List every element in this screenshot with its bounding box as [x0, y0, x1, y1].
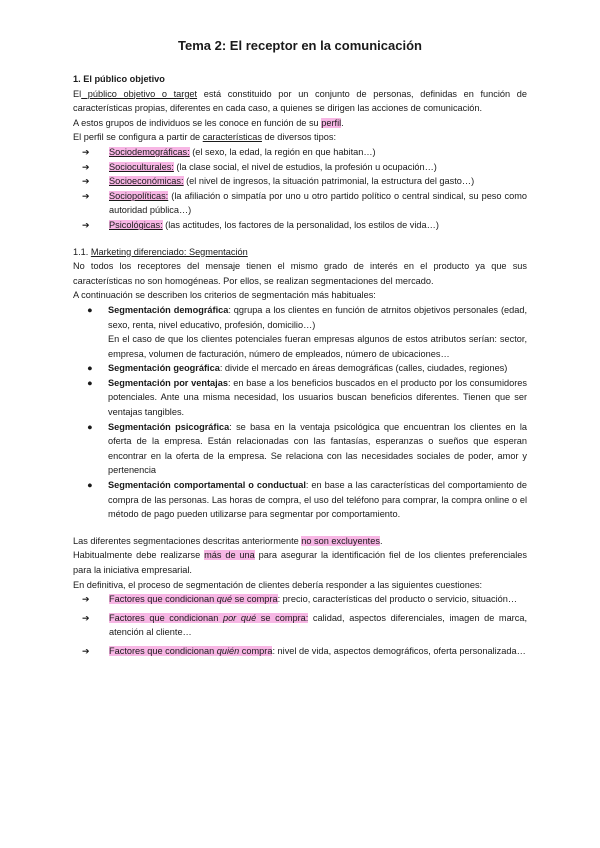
bullet-icon: ●	[87, 377, 93, 388]
term-caracteristicas: características	[202, 132, 262, 143]
bullet-icon: ●	[87, 421, 93, 432]
arrow-icon: ➔	[82, 219, 90, 230]
arrow-icon: ➔	[82, 645, 90, 656]
arrow-icon: ➔	[82, 161, 90, 172]
list-item: ➔ Factores que condicionan por qué se compra: calidad, aspectos diferenciales, imagen de marca, atención al cliente…	[82, 612, 527, 638]
paragraph-target-definition: El público objetivo o target está constituido por un conjunto de personas, definidas en función de características propias, diferentes en cada caso, a quienes se dirigen las acciones de comunicación.	[73, 88, 527, 114]
arrow-icon: ➔	[82, 190, 90, 201]
term-publico-objetivo: público objetivo o target	[81, 88, 198, 99]
paragraph-no-excluyentes: Las diferentes segmentaciones descritas anteriormente no son excluyentes.	[73, 535, 383, 546]
arrow-icon: ➔	[82, 594, 90, 605]
paragraph-segmentacion-intro: No todos los receptores del mensaje tienen el mismo grado de interés en el producto ya que sus características no son homogéneas. Por ellos, se realizan segmentaciones del mercado.	[73, 261, 527, 286]
list-item: ● Segmentación psicográfica: se basa en la ventaja psicológica que encuentran los clientes en la oferta de la empresa. Están relacionadas con las fantasías, esperanzas o sueños que esperan encontrar en la oferta de la empresa. Se relaciona con las necesidades sociales de poder, amor y pertenencia	[87, 421, 527, 476]
document-body	[73, 72, 527, 659]
highlight-perfil: perfil	[321, 117, 342, 128]
list-item: ● Segmentación por ventajas: en base a los beneficios buscados en el producto por los consumidores potenciales. Ante una misma necesidad, los usuarios buscan beneficios diferentes. Tienen que ser ventajas tangibles.	[87, 377, 527, 418]
bullet-icon: ●	[87, 480, 93, 491]
arrow-icon: ➔	[82, 612, 90, 623]
list-item: ➔ Sociodemográficas: (el sexo, la edad, la región en que habitan…)	[73, 145, 527, 160]
list-item: ➔ Socioculturales: (la clase social, el nivel de estudios, la profesión u ocupación…)	[73, 160, 527, 175]
list-item: ➔ Factores que condicionan qué se compra: precio, características del producto o servicio, situación…	[73, 592, 527, 607]
list-item: ➔ Sociopolíticas: (la afiliación o simpatía por uno u otro partido político o central sindical, su peso como autoridad pública…)	[82, 190, 527, 216]
section-heading-publico-objetivo: 1. El público objetivo	[73, 74, 165, 84]
list-item: ● Segmentación geográfica: divide el mercado en áreas demográficas (calles, ciudades, regiones)	[73, 361, 527, 376]
profile-types-list	[73, 145, 527, 233]
list-item: ➔ Socioeconómicas: (el nivel de ingresos, la situación patrimonial, la estructura del gasto…)	[73, 174, 527, 189]
list-item: ➔ Factores que condicionan quién compra: nivel de vida, aspectos demográficos, oferta personalizada…	[73, 644, 527, 659]
list-item: ● Segmentación comportamental o conductual: en base a las características del comportamiento de compra de las personas. Las horas de compra, el uso del teléfono para comprar, la compra online o el método de pago pueden utilizarse para segmentar por comportamiento.	[87, 480, 527, 520]
highlight-no-excluyentes: no son excluyentes	[301, 535, 380, 546]
paragraph-perfil: A estos grupos de individuos se les conoce en función de su perfil.	[73, 117, 344, 128]
list-item: ➔ Psicológicas: (las actitudes, los factores de la personalidad, los estilos de vida…)	[73, 218, 527, 233]
bullet-icon: ●	[87, 304, 93, 315]
highlight-mas-de-una: más de una	[204, 550, 255, 561]
paragraph-perfil-config: El perfil se configura a partir de características de diversos tipos:	[73, 132, 337, 143]
paragraph-criteria-intro: A continuación se describen los criterios de segmentación más habituales:	[73, 290, 376, 301]
bullet-icon: ●	[87, 363, 93, 374]
arrow-icon: ➔	[82, 146, 90, 157]
list-item: ● Segmentación demográfica: qgrupa a los clientes en función de atrnitos objetivos personales (edad, sexo, renta, nivel educativo, profesión, domicilio…) En el caso de que los clientes potenciales fueran empresas algunos de estos atributos serían: sector, empresa, volumen de facturación, número de empleados, número de ubicaciones…	[87, 304, 527, 359]
factors-list	[73, 592, 527, 658]
segmentation-criteria-list	[73, 303, 527, 522]
paragraph-cuestiones: En definitiva, el proceso de segmentación de clientes debería responder a las siguientes cuestiones:	[73, 579, 483, 590]
arrow-icon: ➔	[82, 176, 90, 187]
section-heading-segmentacion: 1.1. Marketing diferenciado: Segmentación	[73, 246, 248, 257]
page-title: Tema 2: El receptor en la comunicación	[178, 38, 422, 53]
paragraph-mas-de-una: Habitualmente debe realizarse más de una para asegurar la identificación fiel de los clientes preferenciales para la iniciativa empresarial.	[73, 550, 527, 575]
